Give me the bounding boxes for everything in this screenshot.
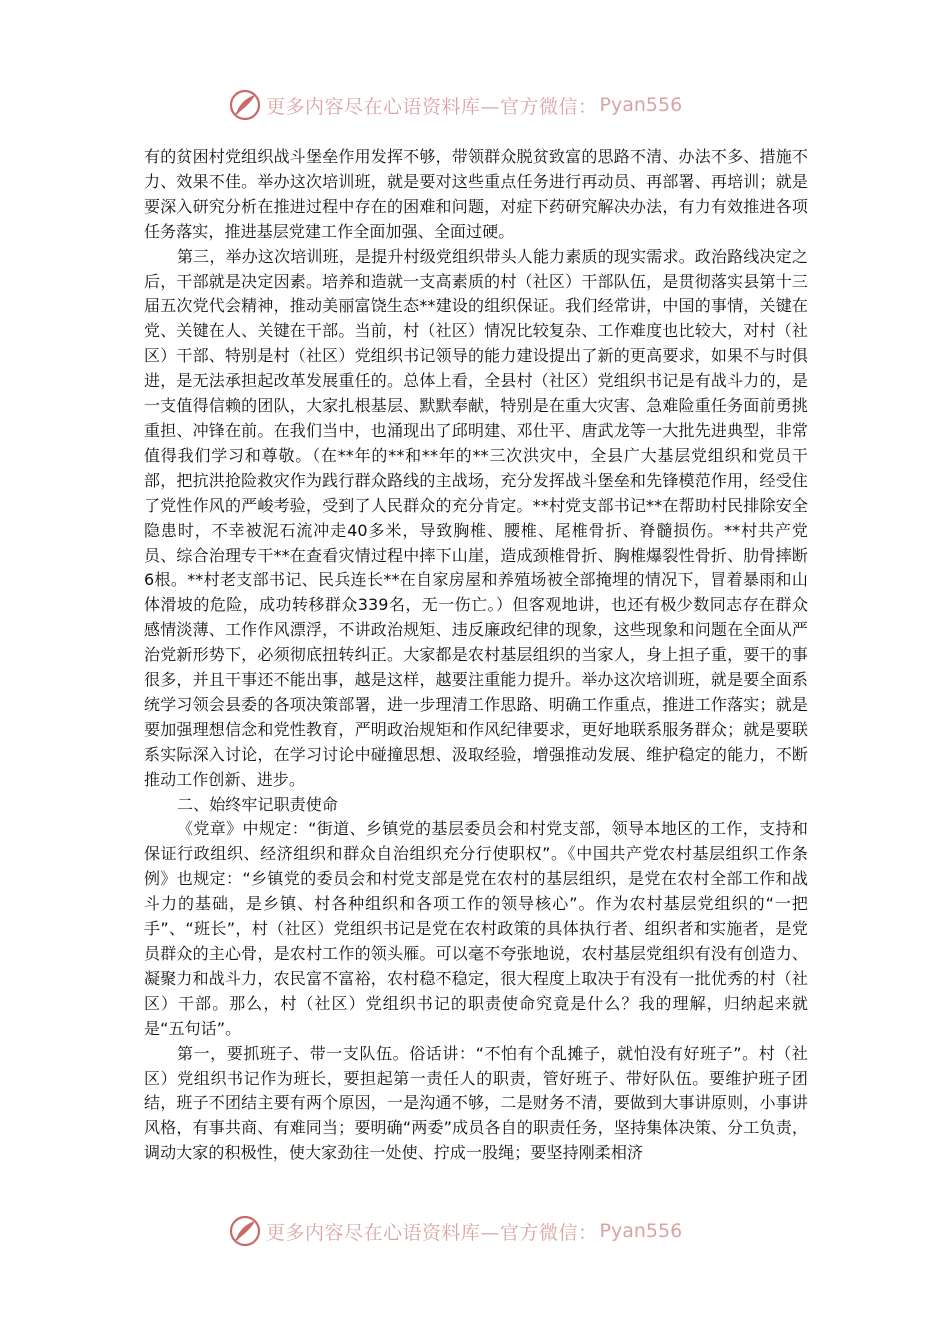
watermark-text: 更多内容尽在心语资料库—官方微信： [266,1221,598,1244]
paragraph-third-point: 第三，举办这次培训班，是提升村级党组织带头人能力素质的现实需求。政治路线决定之后，干部就是决定因素。培养和造就一支高素质的村（社区）干部队伍，是贯彻落实县第十三届五次党代会精神，推动美丽富饶生态**建设的组织保证。我们经常讲，中国的事情，关键在党、关键在人、关键在干部。当前，村（社区）情况比较复杂、工作难度也比较大，对村（社区）干部、特别是村（社区）党组织书记领导的能力建设提出了新的更高要求，如果不与时俱进，是无法承担起改革发展重任的。总体上看，全县村（社区）党组织书记是有战斗力的，是一支值得信赖的团队，大家扎根基层、默默奉献，特别是在重大灾害、急难险重任务面前勇挑重担、冲锋在前。在我们当中，也涌现出了邱明建、邓仕平、唐武龙等一大批先进典型，非常值得我们学习和尊敬。（在**年的**和**年的**三次洪灾中，全县广大基层党组织和党员干部，把抗洪抢险救灾作为践行群众路线的主战场，充分发挥战斗堡垒和先锋模范作用，经受住了党性作风的严峻考验，受到了人民群众的充分肯定。**村党支部书记**在帮助村民排除安全隐患时，不幸被泥石流冲走40多米，导致胸椎、腰椎、尾椎骨折、脊髓损伤。**村共产党员、综合治理专干**在查看灾情过程中摔下山崖，造成颈椎骨折、胸椎爆裂性骨折、肋骨摔断6根。**村老支部书记、民兵连长**在自家房屋和养殖场被全部掩埋的情况下，冒着暴雨和山体滑坡的危险，成功转移群众339名，无一伤亡。）但客观地讲，也还有极少数同志存在群众感情淡薄、工作作风漂浮，不讲政治规矩、违反廉政纪律的现象，这些现象和问题在全面从严治党新形势下，必须彻底扭转纠正。大家都是农村基层组织的当家人，身上担子重，要干的事很多，并且干事还不能出事，越是这样，越要注重能力提升。举办这次培训班，就是要全面系统学习领会县委的各项决策部署，进一步理清工作思路、明确工作重点，推进工作落实；就是要加强理想信念和党性教育，严明政治规矩和作风纪律要求，更好地联系服务群众；就是要联系实际深入讨论，在学习讨论中碰撞思想、汲取经验，增强推动发展、维护稳定的能力，不断推动工作创新、进步。 [144,246,808,789]
paragraph-continuation: 有的贫困村党组织战斗堡垒作用发挥不够，带领群众脱贫致富的思路不清、办法不多、措施不力、效果不佳。举办这次培训班，就是要对这些重点任务进行再动员、再部署、再培训；就是要深入研究分析在推进过程中存在的困难和问题，对症下药研究解决办法，有力有效推进各项任务落实，推进基层党建工作全面加强、全面过硬。 [144,147,808,241]
header-watermark [228,86,682,124]
watermark-code: Pyan556 [599,94,683,116]
footer-watermark [228,1212,682,1250]
pen-logo-icon [228,88,262,122]
pen-logo-icon [228,1214,262,1248]
watermark-text: 更多内容尽在心语资料库—官方微信： [266,95,598,118]
paragraph-party-charter: 《党章》中规定：“街道、乡镇党的基层委员会和村党支部，领导本地区的工作，支持和保证行政组织、经济组织和群众自治组织充分行使职权”。《中国共产党农村基层组织工作条例》也规定：“乡镇党的委员会和村党支部是党在农村的基层组织，是党在农村全部工作和战斗力的基础，是乡镇、村各种组织和各项工作的领导核心”。作为农村基层党组织的“一把手”、“班长”，村（社区）党组织书记是党在农村政策的具体执行者、组织者和实施者，是党员群众的主心骨，是农村工作的领头雁。可以毫不夸张地说，农村基层党组织有没有创造力、凝聚力和战斗力，农民富不富裕，农村稳不稳定，很大程度上取决于有没有一批优秀的村（社区）干部。那么，村（社区）党组织书记的职责使命究竟是什么？我的理解，归纳起来就是“五句话”。 [144,819,808,1038]
section-heading: 二、始终牢记职责使命 [177,794,339,814]
paragraph-first-duty: 第一，要抓班子、带一支队伍。俗话讲：“不怕有个乱摊子，就怕没有好班子”。村（社区）党组织书记作为班长，要担起第一责任人的职责，管好班子、带好队伍。要维护班子团结，班子不团结主要有两个原因，一是沟通不够，二是财务不清，要做到大事讲原则，小事讲风格，有事共商、有难同当；要明确“两委”成员各自的职责任务，坚持集体决策、分工负责，调动大家的积极性，使大家劲往一处使、拧成一股绳；要坚持刚柔相济 [144,1043,808,1163]
document-body [144,145,808,1166]
watermark-code: Pyan556 [599,1220,683,1242]
